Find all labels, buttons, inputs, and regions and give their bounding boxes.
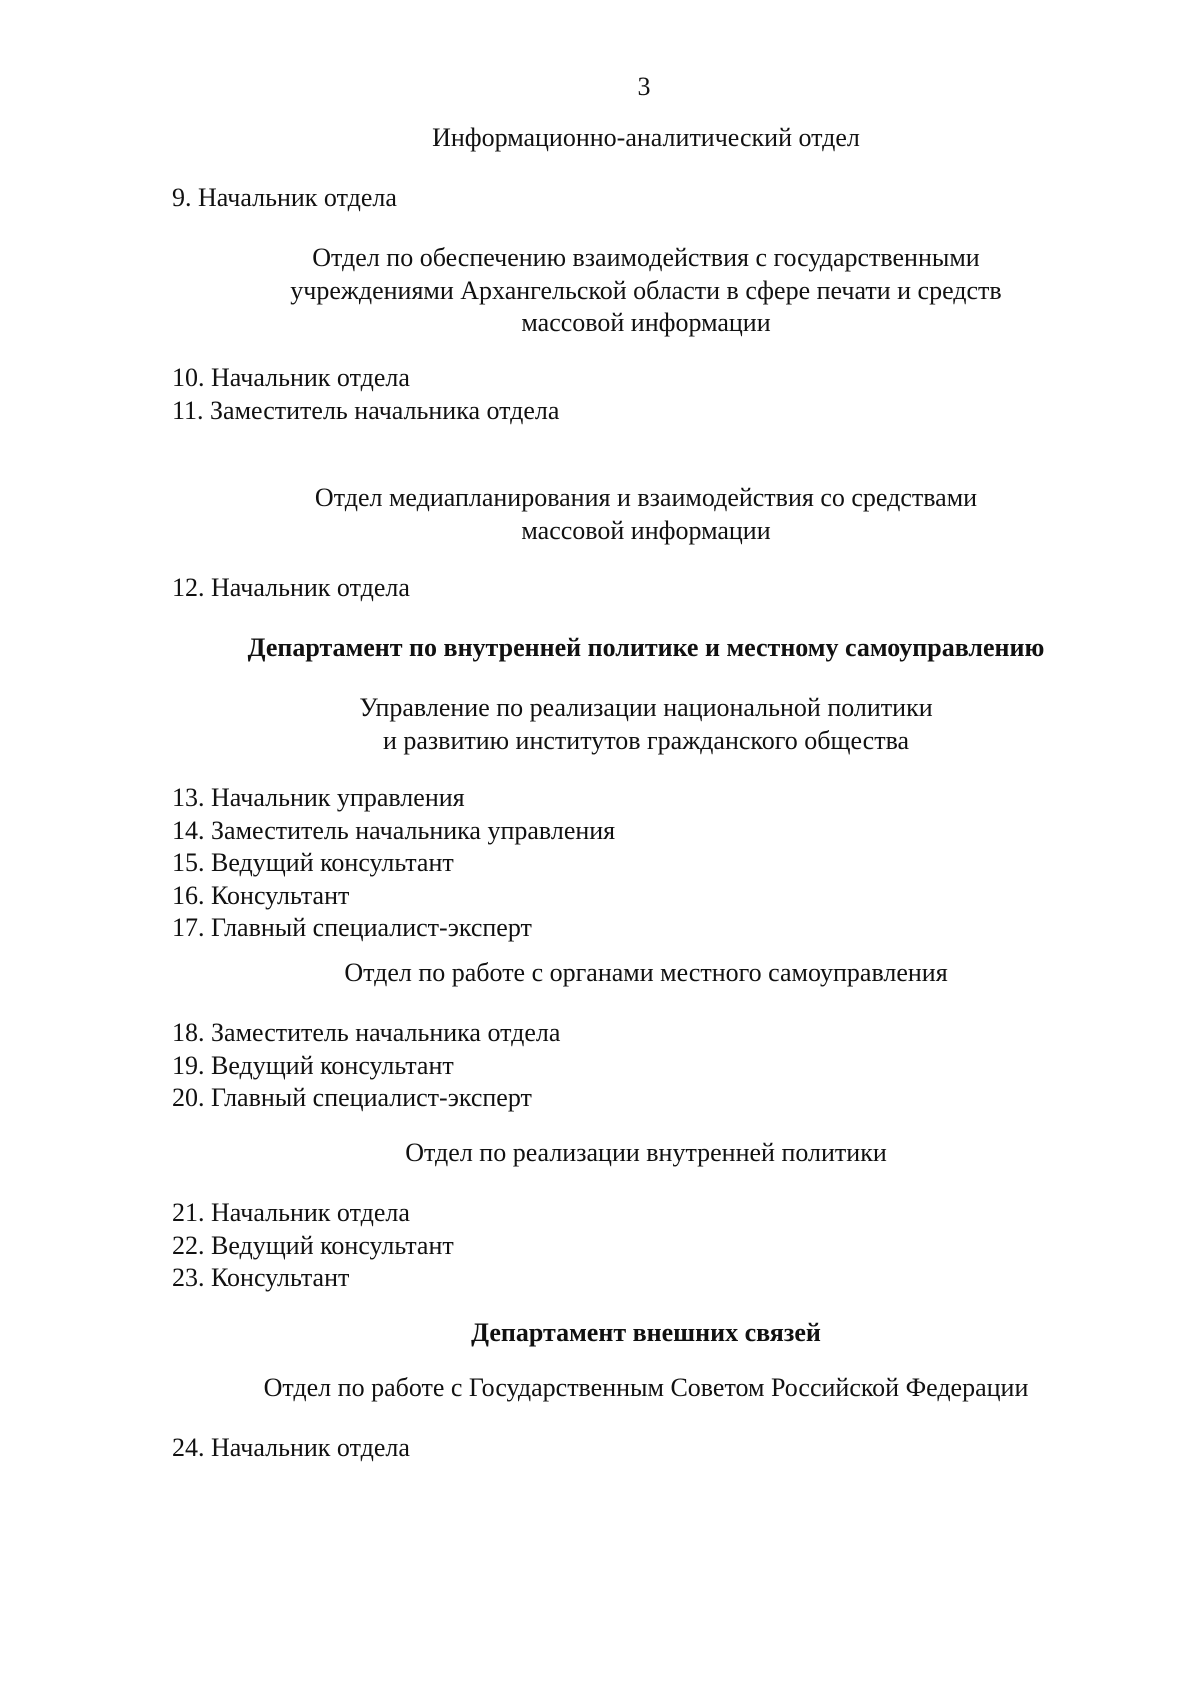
section-heading xyxy=(172,957,1120,990)
section-heading xyxy=(172,122,1120,155)
heading-line: массовой информации xyxy=(521,308,771,337)
list-item: 12. Начальник отдела xyxy=(172,573,410,602)
heading-line: учреждениями Архангельской области в сфере печати и средств xyxy=(290,275,1002,305)
list-item: 24. Начальник отдела xyxy=(172,1433,410,1462)
section-heading xyxy=(172,1137,1120,1170)
list-item: 18. Заместитель начальника отдела xyxy=(172,1018,561,1047)
heading-line: Отдел по работе с органами местного самоуправления xyxy=(344,958,948,987)
heading-line: Управление по реализации национальной политики xyxy=(359,693,933,722)
heading-line: Отдел медиапланирования и взаимодействия со средствами xyxy=(314,483,978,512)
heading-line: и развитию институтов гражданского общества xyxy=(382,725,910,755)
heading-line: Отдел по реализации внутренней политики xyxy=(405,1138,887,1167)
position-list xyxy=(172,782,1120,945)
heading-line: Информационно-аналитический отдел xyxy=(432,123,860,152)
list-item: 22. Ведущий консультант xyxy=(172,1230,454,1260)
list-item: 16. Консультант xyxy=(172,880,350,910)
position-list xyxy=(172,1432,1120,1465)
department-heading xyxy=(172,632,1120,665)
list-item: 13. Начальник управления xyxy=(172,783,465,812)
section-heading xyxy=(172,482,1120,547)
list-item: 23. Консультант xyxy=(172,1263,350,1292)
heading-line: Департамент внешних связей xyxy=(471,1318,821,1347)
position-list xyxy=(172,1197,1120,1295)
heading-line: Отдел по обеспечению взаимодействия с государственными xyxy=(312,243,980,272)
list-item: 15. Ведущий консультант xyxy=(172,848,454,877)
section-heading xyxy=(172,1372,1120,1405)
position-list xyxy=(172,1017,1120,1115)
list-item: 19. Ведущий консультант xyxy=(172,1050,454,1080)
list-item: 9. Начальник отдела xyxy=(172,183,397,212)
list-item: 11. Заместитель начальника отдела xyxy=(172,395,560,425)
list-item: 21. Начальник отдела xyxy=(172,1198,410,1227)
department-heading xyxy=(172,1317,1120,1350)
list-item: 20. Главный специалист-эксперт xyxy=(172,1083,532,1112)
section-heading xyxy=(172,242,1120,340)
list-item: 14. Заместитель начальника управления xyxy=(172,815,616,845)
position-list xyxy=(172,572,1120,605)
list-item: 10. Начальник отдела xyxy=(172,363,410,392)
heading-line: Отдел по работе с Государственным Советом Российской Федерации xyxy=(263,1373,1029,1402)
position-list xyxy=(172,362,1120,427)
heading-line: Департамент по внутренней политике и местному самоуправлению xyxy=(247,633,1045,662)
page-number: 3 xyxy=(637,72,651,101)
heading-line: массовой информации xyxy=(521,515,771,545)
section-heading xyxy=(172,692,1120,757)
list-item: 17. Главный специалист-эксперт xyxy=(172,913,532,942)
position-list xyxy=(172,182,1120,215)
